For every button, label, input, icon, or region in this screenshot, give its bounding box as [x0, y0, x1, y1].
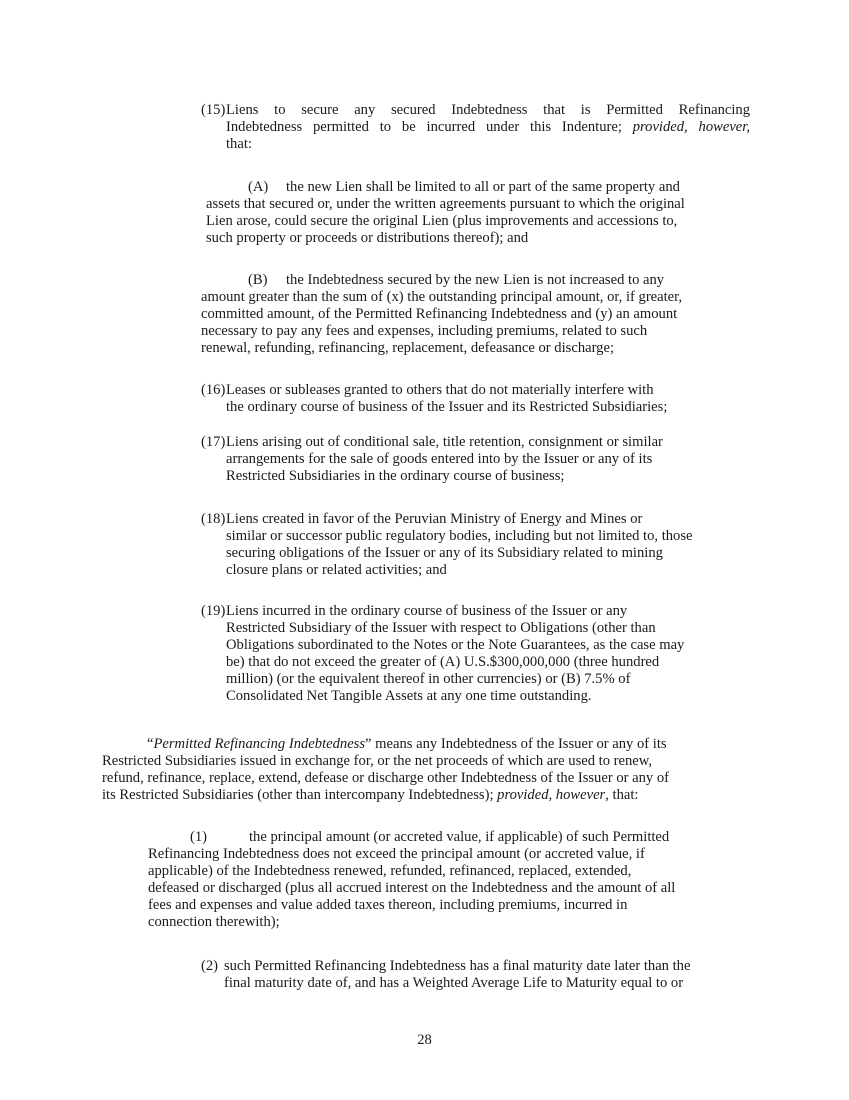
sub-b-label: (B): [248, 272, 268, 288]
item-19-number: (19): [201, 603, 226, 619]
item-15-italic: provided, however,: [632, 119, 750, 135]
definition-close-quote: ”: [365, 736, 372, 752]
definition-term: Permitted Refinancing Indebtedness: [153, 736, 366, 752]
item-19-line-4: be) that do not exceed the greater of (A) U.S.$300,000,000 (three hundred: [226, 654, 660, 670]
item-15-number: (15): [201, 102, 226, 118]
sub-b-line-2: amount greater than the sum of (x) the outstanding principal amount, or, if greater,: [201, 289, 683, 305]
sub-b-line-4: necessary to pay any fees and expenses, including premiums, related to such: [201, 323, 648, 339]
item-18-line-3: securing obligations of the Issuer or any of its Subsidiary related to mining: [226, 545, 663, 561]
clause-2-label: (2): [201, 958, 219, 974]
item-19-line-5: million) (or the equivalent thereof in other currencies) or (B) 7.5% of: [226, 671, 631, 687]
item-16-text: [226, 382, 750, 416]
clause-1-line-5: fees and expenses and value added taxes thereon, including premiums, incurred in: [148, 897, 628, 913]
definition-line-4: [102, 787, 750, 804]
item-19-line-1: Liens incurred in the ordinary course of business of the Issuer or any: [226, 603, 628, 619]
item-18-number: (18): [201, 511, 226, 527]
sub-a-line-3: Lien arose, could secure the original Lien (plus improvements and accessions to,: [206, 213, 678, 229]
definition-line-2: Restricted Subsidiaries issued in exchange for, or the net proceeds of which are used to renew,: [102, 753, 653, 769]
item-17-line-1: Liens arising out of conditional sale, title retention, consignment or similar: [226, 434, 663, 450]
definition-line-3: refund, refinance, replace, extend, defease or discharge other Indebtedness of the Issuer or any of: [102, 770, 670, 786]
sub-b-first-text: the Indebtedness secured by the new Lien is not increased to any: [286, 272, 665, 288]
definition-line-4-text: its Restricted Subsidiaries (other than intercompany Indebtedness);: [102, 787, 498, 803]
item-17-line-3: Restricted Subsidiaries in the ordinary course of business;: [226, 468, 565, 484]
item-18-line-2: similar or successor public regulatory bodies, including but not limited to, those: [226, 528, 693, 544]
sub-b-line-3: committed amount, of the Permitted Refinancing Indebtedness and (y) an amount: [201, 306, 678, 322]
clause-1-line-4: defeased or discharged (plus all accrued interest on the Indebtedness and the amount of all: [148, 880, 676, 896]
item-16-number: (16): [201, 382, 226, 398]
item-17-text: [226, 434, 750, 485]
item-16-line-2: the ordinary course of business of the Issuer and its Restricted Subsidiaries;: [226, 399, 668, 415]
clause-1-first-text: the principal amount (or accreted value, if applicable) of such Permitted: [249, 829, 670, 845]
sub-a-first-text: the new Lien shall be limited to all or part of the same property and: [286, 179, 680, 195]
clause-2-line-1: such Permitted Refinancing Indebtedness has a final maturity date later than the: [224, 958, 691, 974]
clause-1-label: (1): [190, 829, 208, 845]
definition-however: however: [555, 787, 606, 803]
item-19-text: [226, 603, 750, 705]
definition-first-rest: means any Indebtedness of the Issuer or any of its: [371, 736, 667, 752]
item-15-line-2-text: Indebtedness permitted to be incurred under this Indenture;: [226, 119, 633, 135]
item-18-line-4: closure plans or related activities; and: [226, 562, 447, 578]
item-16-line-1: Leases or subleases granted to others that do not materially interfere with: [226, 382, 654, 398]
sub-b-text: [201, 272, 750, 357]
item-15-line-2: [226, 119, 750, 136]
item-19-line-3: Obligations subordinated to the Notes or the Note Guarantees, as the case may: [226, 637, 685, 653]
definition-line-1: [102, 736, 750, 753]
item-15-line-1: Liens to secure any secured Indebtedness that is Permitted Refinancing: [226, 102, 750, 118]
clause-1-line-2: Refinancing Indebtedness does not exceed the principal amount (or accreted value, if: [148, 846, 645, 862]
definition-tail: , that:: [605, 787, 639, 803]
sub-a-text: [206, 179, 750, 247]
sub-a-line-4: such property or proceeds or distributions thereof); and: [206, 230, 529, 246]
item-17-line-2: arrangements for the sale of goods entered into by the Issuer or any of its: [226, 451, 653, 467]
definition-open-quote: “: [147, 736, 154, 752]
sub-a-first: [206, 179, 750, 196]
clause-1-line-3: applicable) of the Indebtedness renewed, refunded, refinanced, replaced, extended,: [148, 863, 632, 879]
clause-2-line-2: final maturity date of, and has a Weighted Average Life to Maturity equal to or: [224, 975, 684, 991]
definition-paragraph: [102, 736, 750, 804]
clause-1-text: [148, 829, 750, 931]
item-18-line-1: Liens created in favor of the Peruvian Ministry of Energy and Mines or: [226, 511, 643, 527]
sub-b-first: [201, 272, 750, 289]
item-19-line-6: Consolidated Net Tangible Assets at any one time outstanding.: [226, 688, 592, 704]
clause-2-text: [224, 958, 750, 992]
sub-a-line-2: assets that secured or, under the written agreements pursuant to which the original: [206, 196, 685, 212]
item-15-text: [226, 102, 750, 153]
definition-provided: provided: [497, 787, 549, 803]
clause-1-line-6: connection therewith);: [148, 914, 280, 930]
item-15-line-3: that:: [226, 136, 252, 152]
sub-a-label: (A): [248, 179, 269, 195]
clause-1-first: [148, 829, 750, 846]
definition-mid: ,: [548, 787, 556, 803]
item-18-text: [226, 511, 750, 579]
item-19-line-2: Restricted Subsidiary of the Issuer with respect to Obligations (other than: [226, 620, 656, 636]
sub-b-line-5: renewal, refunding, refinancing, replacement, defeasance or discharge;: [201, 340, 615, 356]
item-17-number: (17): [201, 434, 226, 450]
page-number: 28: [417, 1032, 432, 1048]
